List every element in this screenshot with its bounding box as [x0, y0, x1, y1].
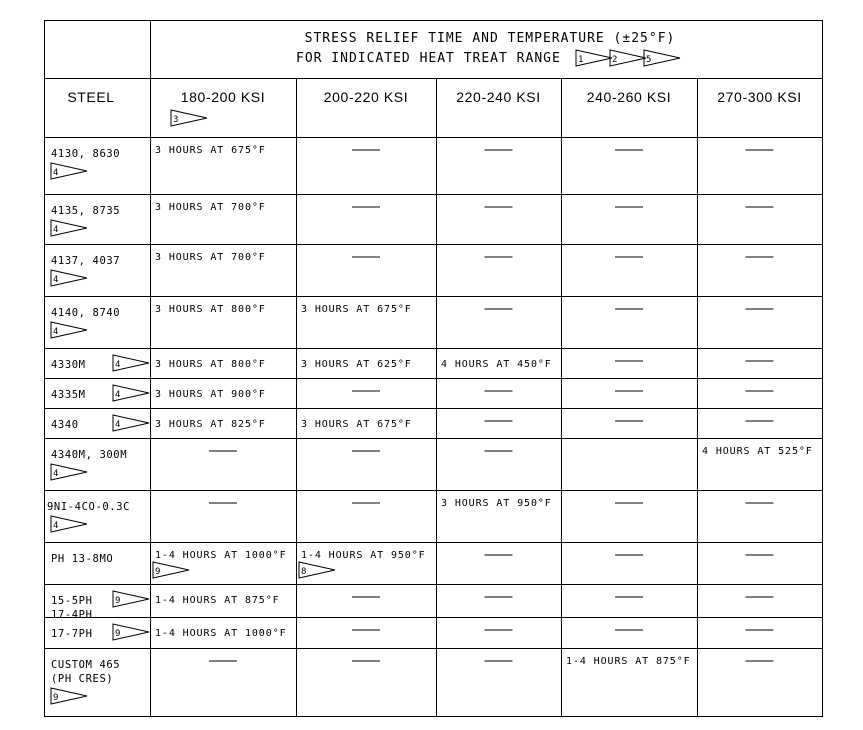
- steel-note-flag: [51, 163, 87, 179]
- stress-relief-value: 1-4 HOURS AT 950°F: [301, 550, 426, 561]
- stress-relief-value: 4 HOURS AT 525°F: [702, 446, 813, 457]
- title-flag-2: [610, 50, 646, 66]
- title-flag-5: [644, 50, 680, 66]
- column-header-label: 220-240 KSI: [456, 89, 541, 105]
- stress-relief-value: 3 HOURS AT 675°F: [301, 419, 412, 430]
- steel-grade-label: 4135, 8735: [51, 205, 121, 217]
- table-row: [51, 304, 774, 338]
- stress-relief-value: 3 HOURS AT 950°F: [441, 498, 552, 509]
- flag-note-number: 2: [612, 55, 618, 65]
- flag-note-number: 9: [115, 629, 121, 639]
- steel-note-flag: [113, 624, 149, 640]
- stress-relief-value: 1-4 HOURS AT 875°F: [155, 595, 280, 606]
- flag-note-number: 1: [578, 55, 584, 65]
- column-header-label: 200-220 KSI: [323, 89, 409, 105]
- column-header-label: 270-300 KSI: [717, 89, 802, 105]
- stress-relief-value: 3 HOURS AT 675°F: [301, 304, 412, 315]
- column-header-label: 240-260 KSI: [586, 89, 672, 105]
- steel-note-flag: [51, 322, 87, 338]
- table-row: [51, 252, 774, 286]
- flag-note-number: 8: [301, 567, 307, 577]
- stress-relief-value: 3 HOURS AT 700°F: [155, 202, 266, 213]
- flag-note-number: 4: [53, 168, 59, 178]
- title-flag-group: [576, 50, 680, 66]
- flag-note-number: 9: [115, 596, 121, 606]
- flag-note-number: 4: [115, 360, 121, 370]
- flag-note-number: 4: [53, 275, 59, 285]
- flag-note-number: 4: [53, 469, 59, 479]
- flag-note-number: 5: [646, 55, 652, 65]
- steel-note-flag: [51, 220, 87, 236]
- stress-relief-value: 1-4 HOURS AT 1000°F: [155, 628, 287, 639]
- steel-grade-label: 4340: [51, 419, 79, 431]
- steel-grade-label: 17-4PH: [51, 609, 93, 621]
- table-row: [51, 591, 774, 621]
- stress-relief-value: 3 HOURS AT 625°F: [301, 359, 412, 370]
- title-flag-1: [576, 50, 612, 66]
- steel-note-flag: [113, 385, 149, 401]
- steel-grade-label: 4140, 8740: [51, 307, 121, 319]
- flag-note-number: 4: [53, 327, 59, 337]
- stress-relief-value: 3 HOURS AT 900°F: [155, 389, 266, 400]
- title-line-1: STRESS RELIEF TIME AND TEMPERATURE (±25°F): [304, 31, 676, 46]
- flag-note-number: 4: [115, 420, 121, 430]
- table-title: [296, 31, 675, 66]
- flag-note-number: 3: [173, 115, 179, 125]
- cell-note-flag: [299, 562, 335, 578]
- title-line-2: FOR INDICATED HEAT TREAT RANGE: [296, 51, 561, 66]
- table-row: [51, 145, 774, 179]
- steel-note-flag: [113, 591, 149, 607]
- flag-note-number: 9: [155, 567, 161, 577]
- table-row: [51, 656, 774, 704]
- table-row: [51, 550, 774, 578]
- stress-relief-value: 3 HOURS AT 800°F: [155, 304, 266, 315]
- steel-grade-label: 4335M: [51, 389, 86, 401]
- steel-grade-label: 9NI-4CO-0.3C: [47, 501, 131, 513]
- table-row: [51, 355, 774, 371]
- flag-note-number: 4: [53, 225, 59, 235]
- steel-note-flag: [113, 415, 149, 431]
- steel-grade-label: 4137, 4037: [51, 255, 121, 267]
- flag-note-number: 4: [53, 521, 59, 531]
- table-row: [51, 202, 774, 236]
- steel-grade-label: PH 13-8MO: [51, 553, 114, 565]
- steel-grade-label: (PH CRES): [51, 673, 114, 685]
- cell-note-flag: [153, 562, 189, 578]
- table-row: [47, 498, 774, 532]
- stress-relief-value: 3 HOURS AT 825°F: [155, 419, 266, 430]
- column-header-flag: [171, 110, 207, 126]
- steel-note-flag: [51, 270, 87, 286]
- stress-relief-value: 1-4 HOURS AT 875°F: [566, 656, 691, 667]
- steel-note-flag: [51, 516, 87, 532]
- table-row: [51, 624, 774, 640]
- steel-grade-label: 17-7PH: [51, 628, 93, 640]
- column-header-label: 180-200 KSI: [180, 89, 266, 105]
- stress-relief-value: 1-4 HOURS AT 1000°F: [155, 550, 287, 561]
- steel-column-header: STEEL: [67, 89, 115, 105]
- column-headers: [171, 89, 802, 126]
- table-row: [51, 385, 774, 401]
- steel-note-flag: [113, 355, 149, 371]
- table-row: [51, 415, 774, 431]
- steel-note-flag: [51, 464, 87, 480]
- flag-note-number: 4: [115, 390, 121, 400]
- steel-grade-label: 4340M, 300M: [51, 449, 128, 461]
- flag-note-number: 9: [53, 693, 59, 703]
- steel-grade-label: CUSTOM 465: [51, 659, 121, 671]
- steel-grade-label: 4130, 8630: [51, 148, 121, 160]
- stress-relief-value: 3 HOURS AT 800°F: [155, 359, 266, 370]
- steel-grade-label: 4330M: [51, 359, 86, 371]
- steel-grade-label: 15-5PH: [51, 595, 93, 607]
- steel-note-flag: [51, 688, 87, 704]
- table-row: [51, 446, 813, 480]
- stress-relief-value: 3 HOURS AT 675°F: [155, 145, 266, 156]
- stress-relief-value: 4 HOURS AT 450°F: [441, 359, 552, 370]
- stress-relief-value: 3 HOURS AT 700°F: [155, 252, 266, 263]
